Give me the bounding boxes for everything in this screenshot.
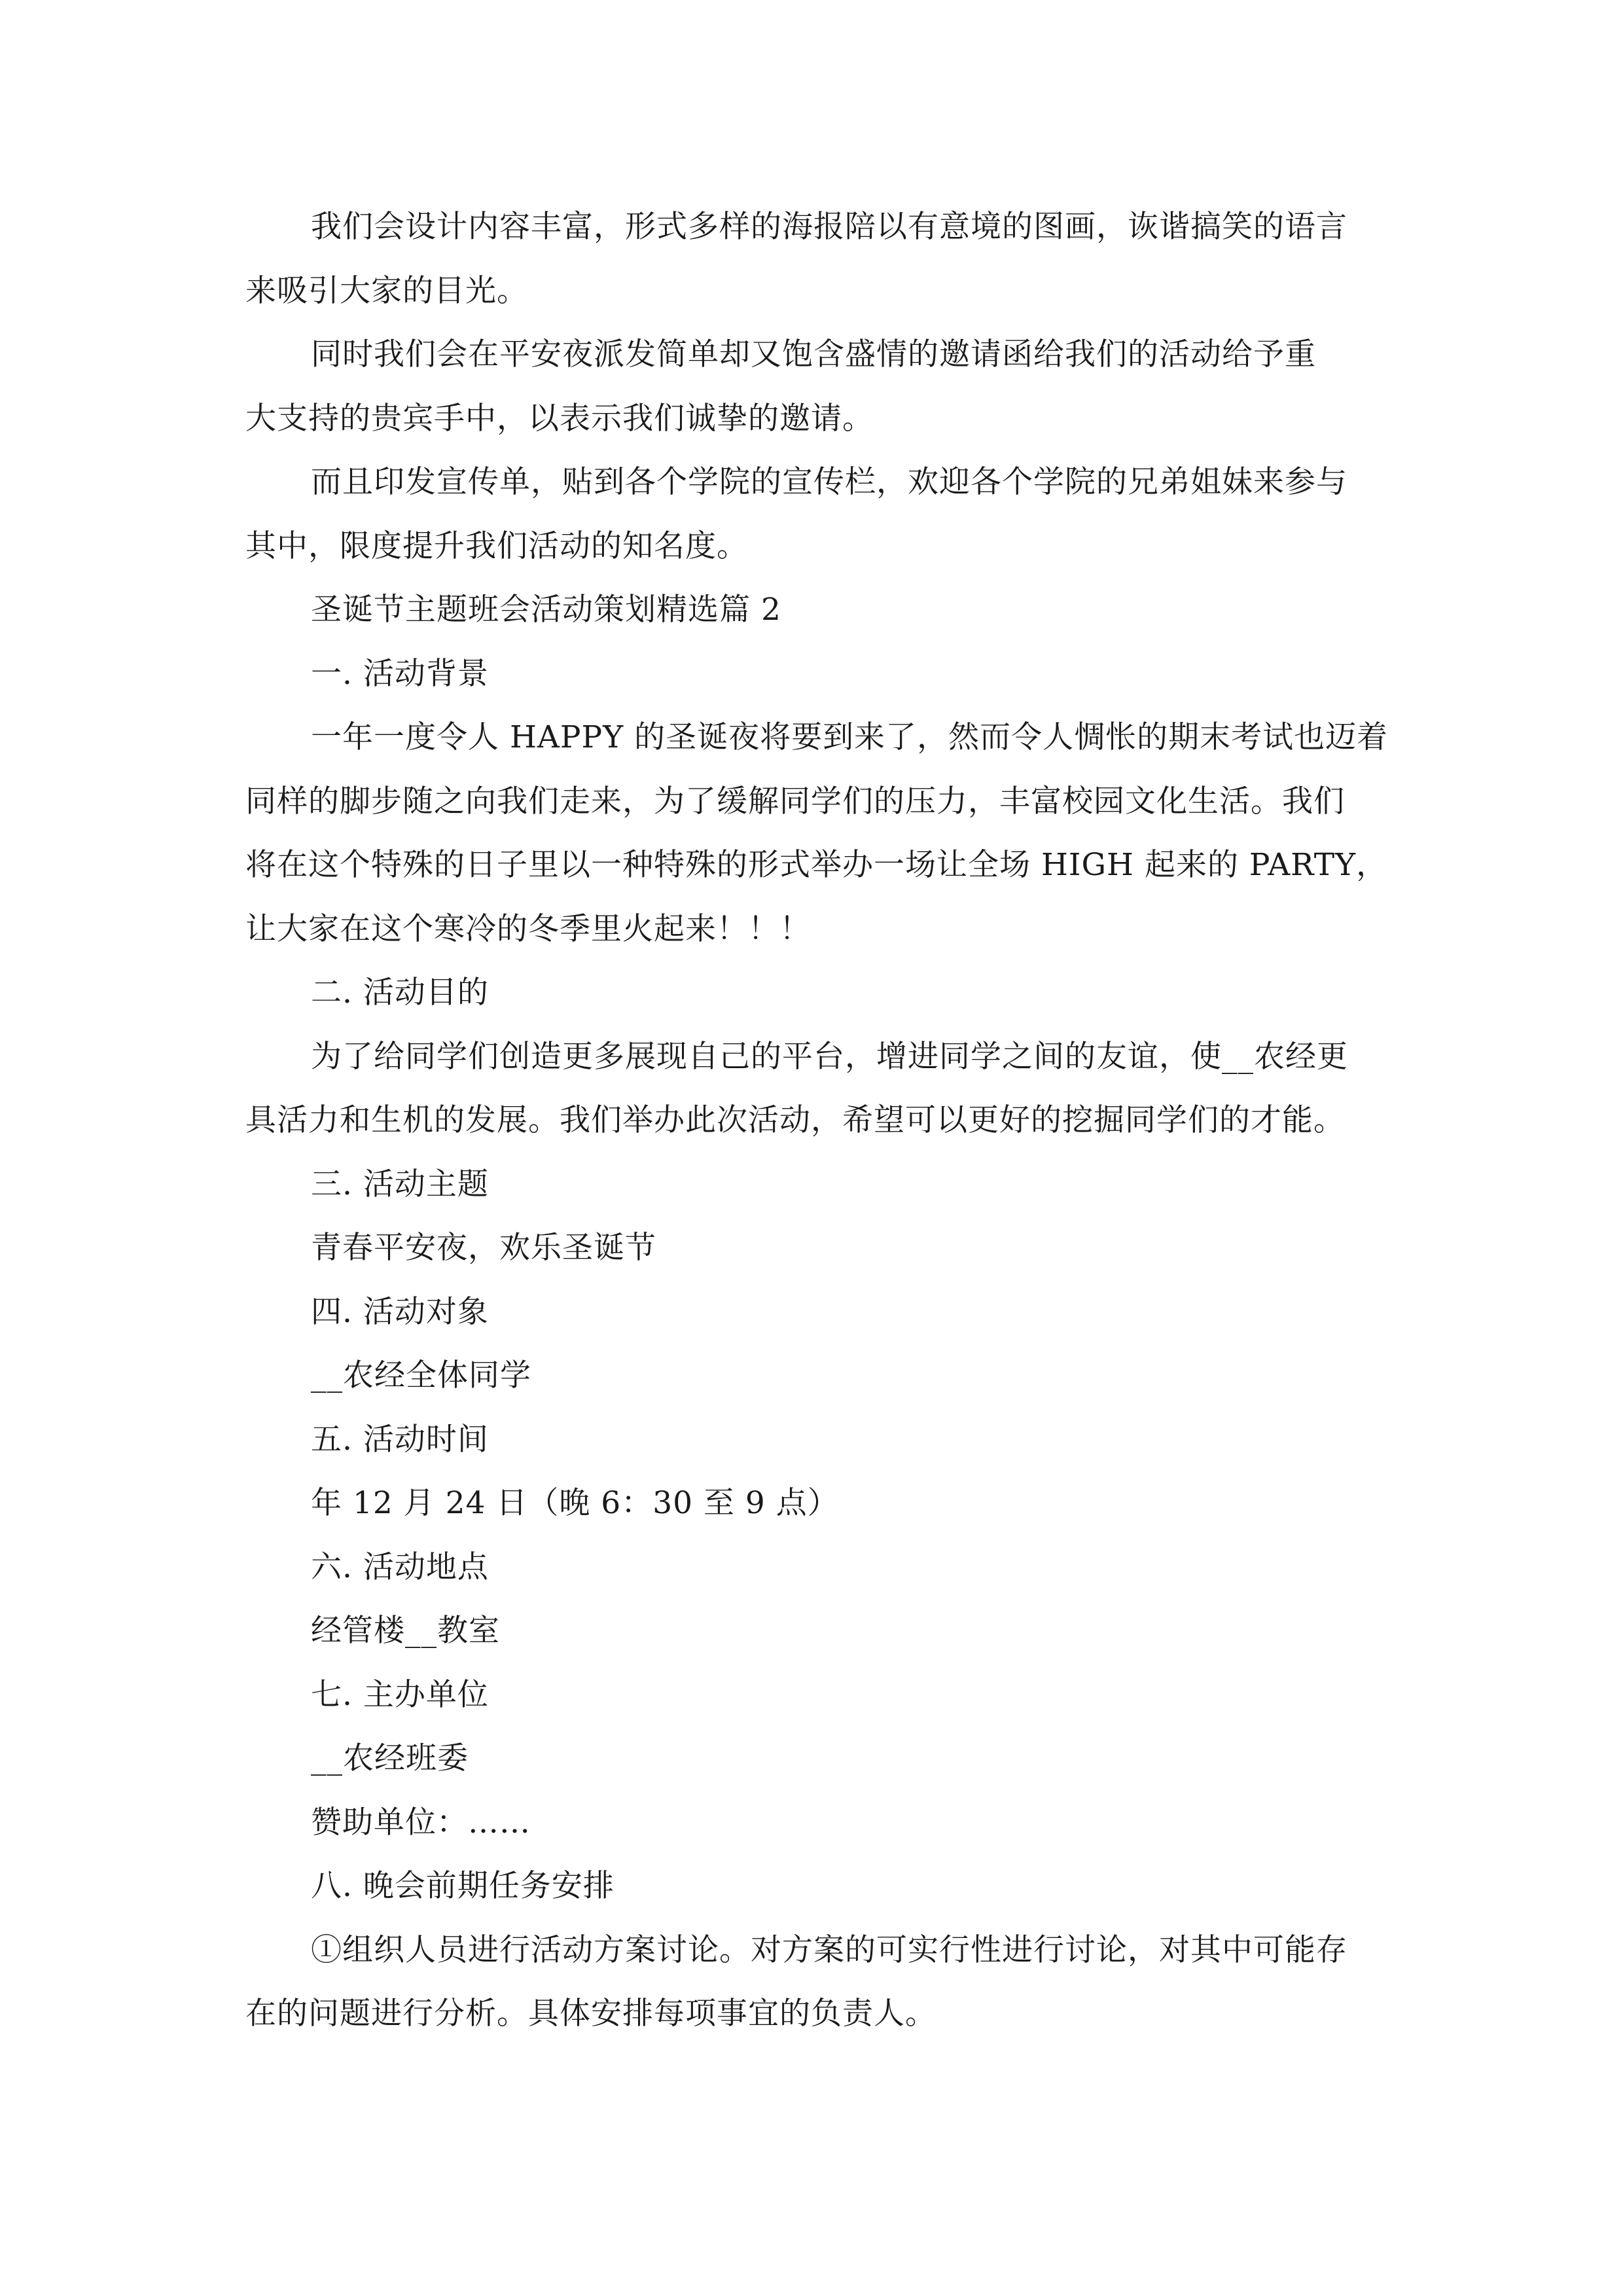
paragraph-line: 其中，限度提升我们活动的知名度。	[245, 528, 748, 564]
section-heading: 一. 活动背景	[311, 655, 489, 692]
section-heading: 二. 活动目的	[311, 975, 489, 1011]
paragraph-line: 来吸引大家的目光。	[245, 272, 528, 309]
paragraph-line: 赞助单位：……	[311, 1804, 531, 1840]
section-heading: 四. 活动对象	[311, 1293, 489, 1330]
paragraph-line: 为了给同学们创造更多展现自己的平台，增进同学之间的友谊，使__农经更	[311, 1038, 1348, 1075]
paragraph-line: 让大家在这个寒冷的冬季里火起来！！！	[245, 910, 811, 947]
paragraph-line: 大支持的贵宾手中，以表示我们诚挚的邀请。	[245, 400, 874, 437]
paragraph-line: 年 12 月 24 日（晚 6：30 至 9 点）	[311, 1485, 839, 1521]
paragraph-line: 具活力和生机的发展。我们举办此次活动，希望可以更好的挖掘同学们的才能。	[245, 1102, 1345, 1138]
document-body	[245, 195, 1389, 2046]
section-heading: 八. 晚会前期任务安排	[311, 1868, 615, 1904]
paragraph-line: 将在这个特殊的日子里以一种特殊的形式举办一场让全场 HIGH 起来的 PARTY，	[245, 847, 1388, 883]
paragraph-line: 我们会设计内容丰富，形式多样的海报陪以有意境的图画，诙谐搞笑的语言	[311, 209, 1347, 245]
section-title: 圣诞节主题班会活动策划精选篇 2	[311, 592, 781, 628]
section-heading: 五. 活动时间	[311, 1421, 489, 1458]
paragraph-line: 而且印发宣传单，贴到各个学院的宣传栏，欢迎各个学院的兄弟姐妹来参与	[311, 464, 1347, 500]
paragraph-line: __农经全体同学	[311, 1357, 531, 1393]
section-heading: 七. 主办单位	[311, 1676, 489, 1713]
paragraph-line: 同时我们会在平安夜派发简单却又饱含盛情的邀请函给我们的活动给予重	[311, 336, 1316, 372]
paragraph-line: 经管楼__教室	[311, 1613, 500, 1649]
paragraph-line: 青春平安夜，欢乐圣诞节	[311, 1230, 656, 1266]
paragraph-line: 一年一度令人 HAPPY 的圣诞夜将要到来了，然而令人惆怅的期末考试也迈着	[311, 719, 1389, 755]
paragraph-line: __农经班委	[311, 1740, 469, 1776]
paragraph-line: ①组织人员进行活动方案讨论。对方案的可实行性进行讨论，对其中可能存	[311, 1931, 1347, 1968]
paragraph-line: 在的问题进行分析。具体安排每项事宜的负责人。	[245, 1996, 936, 2032]
section-heading: 六. 活动地点	[311, 1549, 489, 1585]
section-heading: 三. 活动主题	[311, 1166, 489, 1202]
paragraph-line: 同样的脚步随之向我们走来，为了缓解同学们的压力，丰富校园文化生活。我们	[245, 783, 1345, 819]
